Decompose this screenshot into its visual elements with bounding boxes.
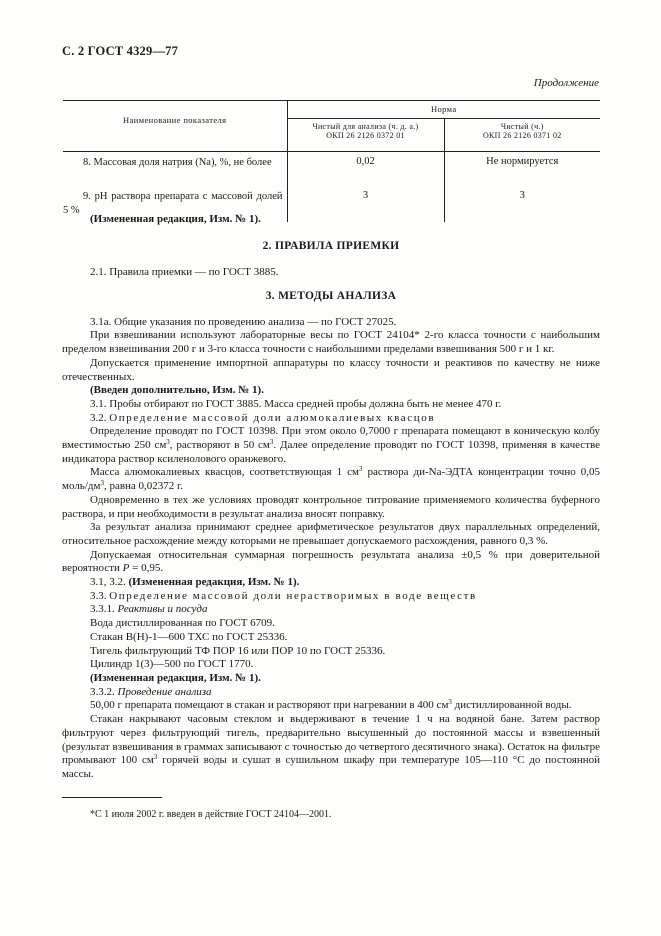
table-row — [63, 152, 600, 187]
reagent-item: Стакан В(Н)-1—600 ТХС по ГОСТ 25336. — [90, 630, 288, 643]
table-norm-header: Норма — [430, 104, 457, 114]
paragraph-3-1: 3.1. Пробы отбирают по ГОСТ 3885. Масса средней пробы должна быть не менее 470 г. — [90, 397, 502, 410]
reagent-item: Вода дистиллированная по ГОСТ 6709. — [90, 617, 275, 630]
table-cell-value: 3 — [362, 190, 369, 201]
page-header: С. 2 ГОСТ 4329—77 — [62, 44, 179, 58]
paragraph-filtration: Стакан накрывают часовым стеклом и выдерживают в течение 1 ч на водяной бане. Затем раствор фильтруют через фильтрующий тигель, предварительно высушенный до постоянной массы и взвешенный (результат взвешивания в граммах записывают с точностью до четвертого десятичного знака). Остаток на фильтре промывают 100 $см^3$ горячей воды и сушат в сушильном шкафу при температуре 105—110 °С до постоянной массы. — [62, 713, 600, 780]
paragraph-3-3-2-heading: 3.3.2. Проведение анализа — [90, 685, 212, 698]
table-col-name-header: Наименование показателя — [123, 114, 227, 125]
table-col3-header-line1: Чистый (ч.) — [500, 122, 544, 131]
section-1-change-note: (Измененная редакция, Изм. № 1). — [90, 213, 261, 225]
paragraph-import: Допускается применение импортной аппаратуры по классу точности и реактивов по качеству не ниже отечественных. — [62, 356, 600, 383]
paragraph-3-1a: 3.1а. Общие указания по проведению анализа — по ГОСТ 27025. — [90, 315, 397, 328]
table-col2-header-line2: ОКП 26 2126 0372 01 — [326, 131, 405, 140]
paragraph-3-2-heading: 3.2. Определение массовой доли алюмокалиевых квасцов — [90, 411, 436, 424]
added-note: (Введен дополнительно, Изм. № 1). — [90, 384, 264, 397]
paragraph-procedure: 50,00 г препарата помещают в стакан и растворяют при нагревании в 400 $см^3$ дистиллированной воды. — [90, 698, 572, 712]
reagent-item: Цилиндр 1(3)—500 по ГОСТ 1770. — [90, 658, 254, 671]
paragraph-3-3-1-heading: 3.3.1. Реактивы и посуда — [90, 603, 208, 616]
paragraph-31-32-note: 3.1, 3.2. (Измененная редакция, Изм. № 1). — [90, 576, 300, 589]
section-2 — [62, 240, 600, 279]
table-cell-name: 8. Массовая доля натрия (Na), %, не более — [83, 157, 272, 168]
paragraph-3-3-heading: 3.3. Определение массовой доли нерастворимых в воде веществ — [90, 589, 477, 602]
section-3-title: 3. МЕТОДЫ АНАЛИЗА — [265, 290, 397, 302]
paragraph-error: Допускаемая относительная суммарная погрешность результата анализа ±0,5 % при доверительной вероятности P = 0,95. — [62, 548, 600, 575]
paragraph-determination: Определение проводят по ГОСТ 10398. При этом около 0,7000 г препарата помещают в коническую колбу вместимостью 250 $см^3$, растворяют в 50 $см^3$. Далее определение проводят по ГОСТ 10398, применяя в качестве индикатора раствор ксиленолового оранжевого. — [62, 425, 601, 465]
table-cell-value: Не нормируется — [486, 156, 559, 167]
section-3 — [62, 290, 600, 782]
requirements-table — [63, 100, 600, 222]
paragraph-mass: Масса алюмокалиевых квасцов, соответствующая 1 $см^3$ раствора ди-Na-ЭДТА концентрации точно 0,05 моль/$дм^3$, равна 0,02372 г. — [62, 465, 600, 493]
paragraph-control: Одновременно в тех же условиях проводят контрольное титрование применяемого количества буферного раствора, и при необходимости в результат анализа вносят поправку. — [62, 493, 600, 520]
continuation-label: Продолжение — [533, 77, 599, 89]
section-1-note-block — [62, 213, 600, 227]
table-cell-value: 3 — [519, 190, 525, 201]
table-col2-header-line1: Чистый для анализа (ч. д. а.) — [312, 122, 419, 131]
paragraph-result: За результат анализа принимают среднее арифметическое результатов двух параллельных определений, относительное расхождение между которыми не превышает допускаемого расхождения, равного 0,3 %. — [62, 521, 600, 547]
table-cell-value: 0,02 — [356, 156, 375, 167]
changed-note: (Измененная редакция, Изм. № 1). — [90, 671, 261, 684]
section-2-title: 2. ПРАВИЛА ПРИЕМКИ — [262, 240, 400, 252]
table-cell-name: 9. pH раствора препарата с массовой долей 5 % — [63, 191, 283, 216]
section-2-paragraph: 2.1. Правила приемки — по ГОСТ 3885. — [90, 265, 279, 278]
footnote-divider — [62, 797, 162, 798]
footnote: *С 1 июля 2002 г. введен в действие ГОСТ 24104—2001. — [90, 809, 332, 820]
reagent-item: Тигель фильтрующий ТФ ПОР 16 или ПОР 10 по ГОСТ 25336. — [90, 644, 386, 657]
paragraph-weighing: При взвешивании используют лабораторные весы по ГОСТ 24104* 2-го класса точности с наибольшим пределом взвешивания 200 г и 3-го класса точности с наибольшими пределами взвешивания 500 г и 1 кг. — [62, 329, 600, 356]
table-col3-header-line2: ОКП 26 2126 0371 02 — [482, 131, 562, 140]
